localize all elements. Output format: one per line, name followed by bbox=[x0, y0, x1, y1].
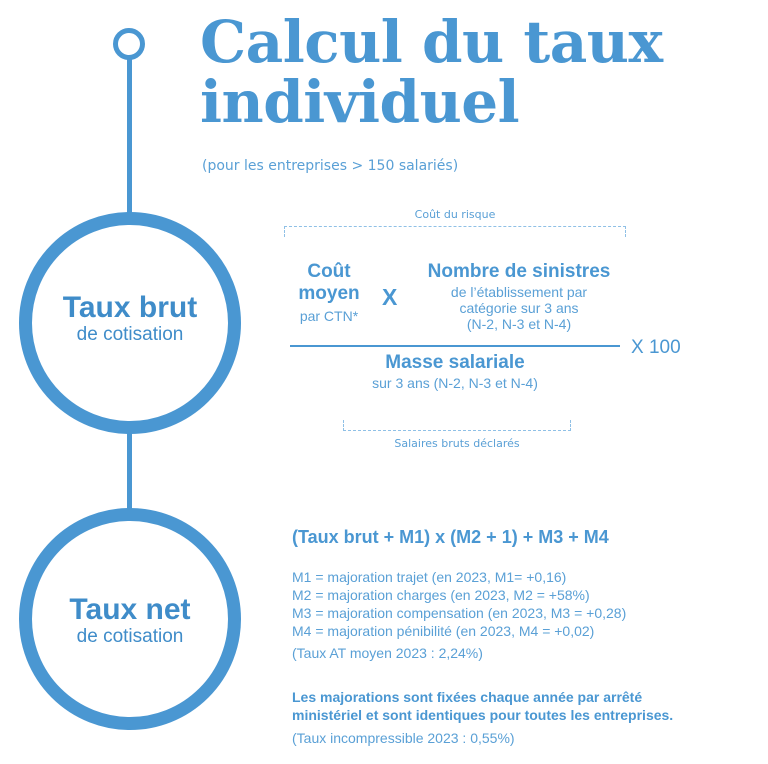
sinistres-block bbox=[412, 260, 626, 332]
taux-net-sub: de cotisation bbox=[76, 626, 184, 647]
title-line-1: Calcul du taux bbox=[200, 8, 663, 76]
masse-title: Masse salariale bbox=[385, 352, 525, 373]
masse-block bbox=[290, 352, 620, 392]
sinistres-line1: de l’établissement par bbox=[450, 284, 588, 300]
cout-moyen-line1: Coût bbox=[307, 261, 351, 282]
timeline-start-dot bbox=[113, 28, 145, 60]
taux-brut-label bbox=[19, 292, 241, 346]
multiply-sign: X bbox=[382, 284, 398, 310]
sinistres-line3: (N-2, N-3 et N-4) bbox=[466, 316, 572, 332]
cout-moyen-line2: moyen bbox=[298, 283, 360, 304]
majoration-m2: M2 = majoration charges (en 2023, M2 = +58%) bbox=[292, 587, 590, 603]
cout-moyen-block bbox=[283, 261, 375, 327]
taux-incompressible: (Taux incompressible 2023 : 0,55%) bbox=[292, 730, 515, 746]
majorations-note bbox=[292, 688, 673, 724]
salaires-label: Salaires bruts déclarés bbox=[394, 437, 520, 450]
taux-moyen: (Taux AT moyen 2023 : 2,24%) bbox=[292, 645, 483, 661]
masse-sub: sur 3 ans (N-2, N-3 et N-4) bbox=[372, 375, 538, 391]
taux-net-label bbox=[19, 594, 241, 648]
taux-brut-main: Taux brut bbox=[62, 291, 198, 324]
page-title bbox=[200, 8, 663, 136]
sinistres-title: Nombre de sinistres bbox=[427, 261, 611, 282]
majorations-list bbox=[292, 568, 626, 662]
note-line1: Les majorations sont fixées chaque année par arrêté bbox=[292, 689, 643, 705]
taux-brut-sub: de cotisation bbox=[76, 324, 184, 345]
majoration-m3: M3 = majoration compensation (en 2023, M3 = +0,28) bbox=[292, 605, 627, 621]
times-100: X 100 bbox=[631, 337, 681, 358]
cout-moyen-line3: par CTN* bbox=[299, 308, 359, 324]
salaires-bracket bbox=[343, 420, 571, 431]
fraction-bar bbox=[290, 345, 620, 347]
timeline-line-top bbox=[127, 58, 132, 218]
cout-du-risque-label: Coût du risque bbox=[414, 208, 496, 221]
note-line2: ministériel et sont identiques pour toutes les entreprises. bbox=[292, 707, 674, 723]
title-line-2: individuel bbox=[200, 68, 520, 136]
taux-net-main: Taux net bbox=[69, 593, 191, 626]
page-subtitle: (pour les entreprises > 150 salariés) bbox=[202, 158, 459, 174]
cout-du-risque-bracket bbox=[284, 226, 626, 237]
net-formula: (Taux brut + M1) x (M2 + 1) + M3 + M4 bbox=[292, 527, 609, 547]
majoration-m1: M1 = majoration trajet (en 2023, M1= +0,16) bbox=[292, 569, 567, 585]
majoration-m4: M4 = majoration pénibilité (en 2023, M4 = +0,02) bbox=[292, 623, 595, 639]
timeline-line-middle bbox=[127, 430, 132, 510]
sinistres-line2: catégorie sur 3 ans bbox=[459, 300, 579, 316]
